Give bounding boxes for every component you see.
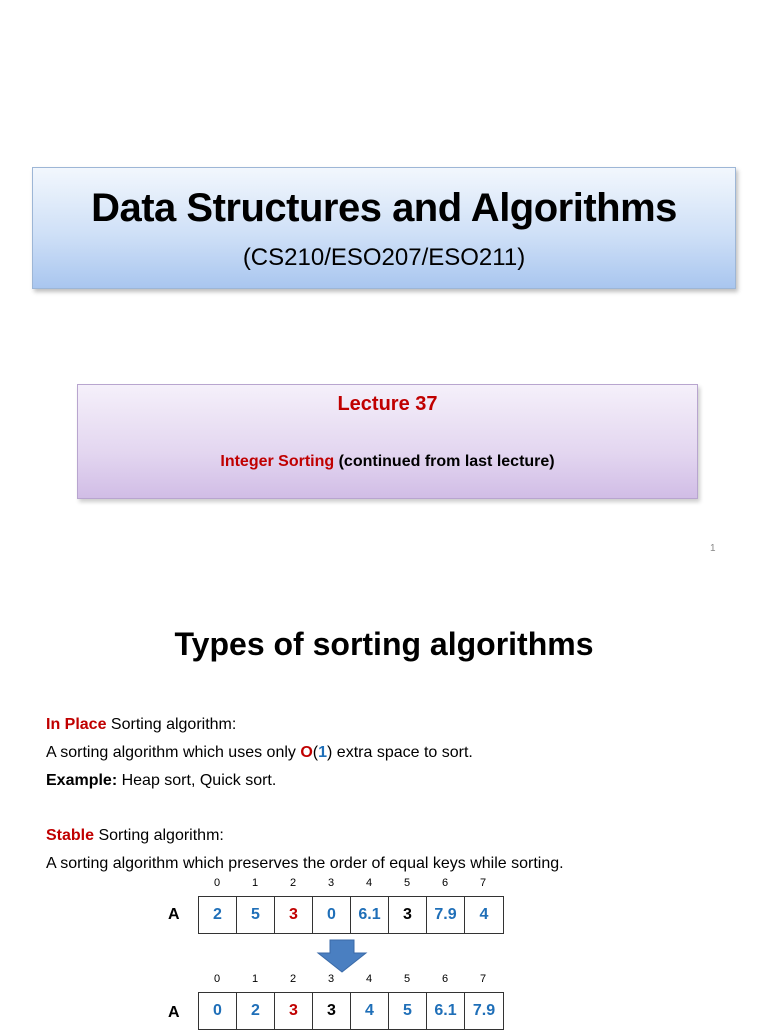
array-index: 6 [441,973,449,985]
title-box [32,167,736,289]
paren-open: ( [312,744,319,761]
array-index: 3 [327,877,335,889]
array-index: 0 [213,973,221,985]
array-cell: 3 [313,993,351,1029]
inplace-heading-rest: Sorting algorithm: [106,716,237,733]
array-index: 3 [327,973,335,985]
example-label: Example: [46,772,118,789]
array-cell: 5 [237,897,275,933]
array-index: 1 [251,973,259,985]
array-cell: 7.9 [472,1002,496,1019]
stable-term: Stable [46,827,95,844]
array-label-after: A [168,1004,180,1021]
lecture-box [77,384,698,499]
lecture-number: Lecture 37 [337,393,438,415]
index-row-after [198,973,506,989]
array-index: 1 [251,877,259,889]
array-cell: 0 [199,993,237,1029]
array-label-before: A [168,906,180,923]
big-o: O [300,744,313,761]
array-index: 0 [213,877,221,889]
inplace-term: In Place [46,716,107,733]
array-index: 7 [479,877,487,889]
inplace-example [46,772,276,790]
array-index: 4 [365,877,373,889]
inplace-description [46,744,473,762]
array-cell: 2 [237,993,275,1029]
array-cell: 4 [351,993,389,1029]
array-before [198,896,504,934]
array-index: 5 [403,973,411,985]
array-index: 4 [365,973,373,985]
array-index: 5 [403,877,411,889]
down-arrow-icon [316,938,368,974]
array-cell: 3 [275,993,313,1029]
array-cell: 3 [275,897,313,933]
stable-heading-rest: Sorting algorithm: [94,827,224,844]
array-cell: 5 [389,993,427,1029]
paren-close: ) [327,744,333,761]
array-index: 2 [289,877,297,889]
stable-description: A sorting algorithm which preserves the order of equal keys while sorting. [46,855,564,872]
example-text: Heap sort, Quick sort. [117,772,277,789]
inplace-heading [46,716,236,734]
array-cell: 4 [479,906,489,923]
stable-heading [46,827,224,845]
array-cell: 7.9 [427,897,465,933]
constant-one: 1 [318,744,328,761]
array-index: 2 [289,973,297,985]
slide-title: Data Structures and Algorithms [91,186,677,230]
array-cell: 2 [199,897,237,933]
course-codes: (CS210/ESO207/ESO211) [242,244,526,271]
topic-highlight: Integer Sorting [220,453,335,470]
page-number: 1 [710,543,716,554]
array-after [198,992,504,1030]
array-cell: 3 [389,897,427,933]
topic-rest: (continued from last lecture) [334,453,555,470]
array-index: 7 [479,973,487,985]
inplace-desc-before: A sorting algorithm which uses only [46,744,301,761]
array-index: 6 [441,877,449,889]
sorting-types-title: Types of sorting algorithms [174,626,594,662]
index-row-before [198,877,506,893]
inplace-desc-after: extra space to sort. [332,744,473,761]
array-cell: 0 [313,897,351,933]
lecture-topic [78,453,697,471]
array-cell: 6.1 [351,897,389,933]
array-cell: 6.1 [427,993,465,1029]
